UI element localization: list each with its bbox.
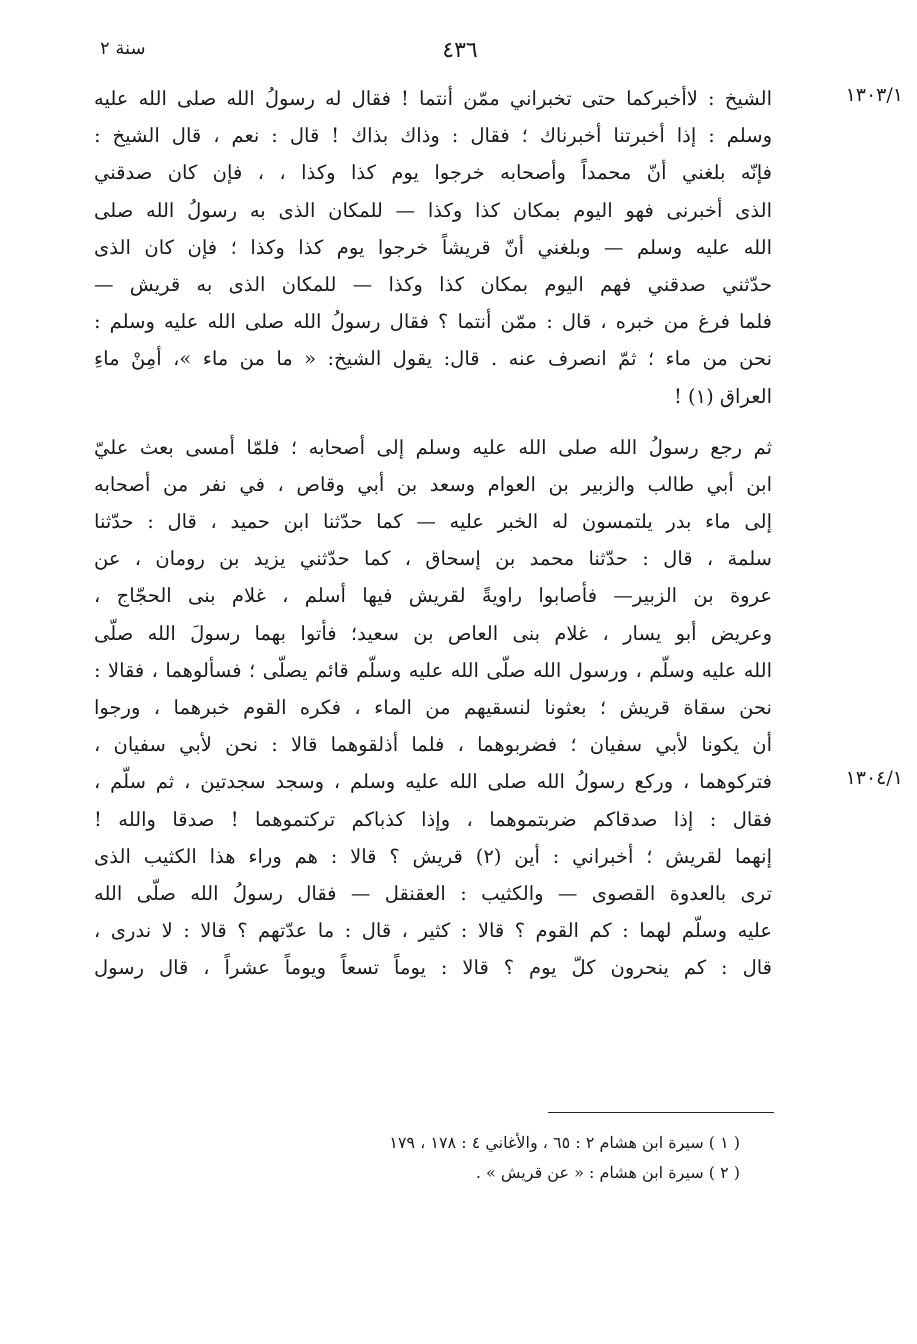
footnote-2: ( ٢ ) سيرة ابن هشام : « عن قريش » . xyxy=(475,1163,740,1182)
text-line: ترى بالعدوة القصوى — والكثيب : العقنقل — فقال رسولُ الله صلّى الله xyxy=(94,881,772,905)
text-line: قال : كم ينحرون كلّ يوم ؟ قالا : يوماً تسعاً ويوماً عشراً ، قال رسول xyxy=(94,956,772,980)
text-line: سلمة ، قال : حدّثنا محمد بن إسحاق ، كما حدّثني يزيد بن رومان ، عن xyxy=(94,547,772,571)
text-line: الذى أخبرنى فهو اليوم بمكان كذا وكذا — للمكان الذى به رسولُ الله صلى xyxy=(94,198,772,222)
text-line: وعريض أبو يسار ، غلام بنى العاص بن سعيد؛ فأتوا بهما رسولَ الله صلّى xyxy=(94,621,772,645)
text-line: فقال : إذا صدقاكم ضربتموهما ، وإذا كذباكم تركتموهما ! صدقا والله ! xyxy=(94,807,772,831)
body-text xyxy=(94,80,772,987)
text-line: إلى ماء بدر يلتمسون له الخبر عليه — كما حدّثنا ابن حميد ، قال : حدّثنا xyxy=(94,510,772,534)
margin-note-2: ١٣٠٤/١ xyxy=(845,767,903,789)
text-line: عروة بن الزبير— فأصابوا راويةً لقريش فيها أسلم ، غلام بنى الحجّاج ، xyxy=(94,584,772,608)
text-line: فتركوهما ، وركع رسولُ الله صلى الله عليه وسلم ، وسجد سجدتين ، ثم سلّم ، xyxy=(94,770,772,794)
footnote-rule xyxy=(548,1112,774,1113)
text-line: وسلم : إذا أخبرتنا أخبرناك ؛ فقال : وذاك بذاك ! قال : نعم ، قال الشيخ : xyxy=(94,124,772,148)
paragraph-gap xyxy=(94,415,772,429)
text-line: العراق (١) ! xyxy=(673,384,772,408)
text-line: فإنّه بلغني أنّ محمداً وأصحابه خرجوا يوم كذا وكذا ، ، فإن كان صدقني xyxy=(94,161,772,185)
text-line: الله عليه وسلم — وبلغني أنّ قريشاً خرجوا يوم كذا وكذا ؛ فإن كان الذى xyxy=(94,235,772,259)
paragraph-1 xyxy=(94,80,772,415)
text-line: نحن سقاة قريش ؛ بعثونا لنسقيهم من الماء ، فكره القوم خبرهما ، ورجوا xyxy=(94,696,772,719)
margin-note-1: ١٣٠٣/١ xyxy=(845,84,903,106)
text-line: فلما فرغ من خبره ، قال : ممّن أنتما ؟ فقال رسولُ الله صلى الله عليه وسلم : xyxy=(94,310,772,334)
text-line: نحن من ماء ؛ ثمّ انصرف عنه . قال: يقول الشيخ: « ما من ماء »، أمِنْ ماءِ xyxy=(94,347,772,371)
text-line: أن يكونا لأبي سفيان ؛ فضربوهما ، فلما أذلقوهما قالا : نحن لأبي سفيان ، xyxy=(94,733,772,757)
page-number: ٤٣٦ xyxy=(442,38,478,63)
footnotes xyxy=(250,1128,740,1188)
text-line: ابن أبي طالب والزبير بن العوام وسعد بن أبي وقاص ، في نفر من أصحابه xyxy=(94,472,772,496)
text-line: الله عليه وسلّم ، ورسول الله صلّى الله عليه وسلّم قائم يصلّى ؛ فسألوهما ، فقالا : xyxy=(94,658,772,682)
paragraph-2 xyxy=(94,429,772,987)
running-head: سنة ٢ xyxy=(100,38,146,59)
footnote-1: ( ١ ) سيرة ابن هشام ٢ : ٦٥ ، والأغاني ٤ : ١٧٨ ، ١٧٩ xyxy=(389,1133,740,1152)
text-line: إنهما لقريش ؛ أخبراني : أين (٢) قريش ؟ قالا : هم وراء هذا الكثيب الذى xyxy=(94,844,772,868)
text-line: ثم رجع رسولُ الله صلى الله عليه وسلم إلى أصحابه ؛ فلمّا أمسى بعث عليّ xyxy=(94,435,772,459)
text-line: الشيخ : لاأخبركما حتى تخبراني ممّن أنتما ! فقال له رسولُ الله صلى الله عليه xyxy=(94,87,772,110)
text-line: حدّثني صدقني فهم اليوم بمكان كذا وكذا — للمكان الذى به قريش — xyxy=(94,272,772,296)
text-line: عليه وسلّم لهما : كم القوم ؟ قالا : كثير ، قال : ما عدّتهم ؟ قالا : لا ندرى ، xyxy=(94,919,772,943)
